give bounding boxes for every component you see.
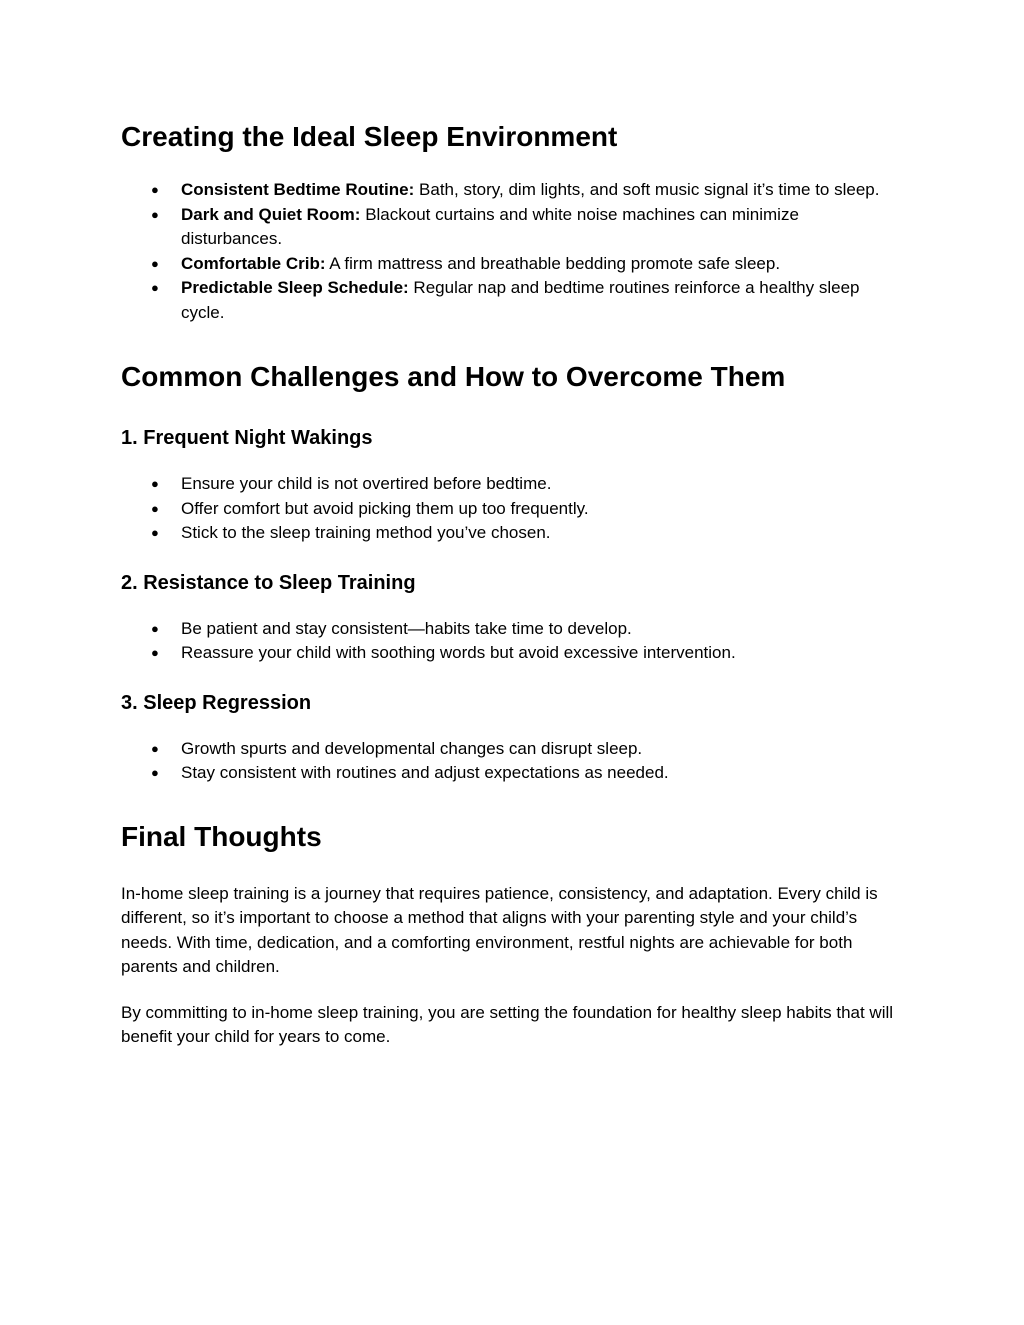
list-item xyxy=(121,521,904,546)
bullet-icon: ● xyxy=(151,740,159,756)
bullet-icon: ● xyxy=(151,476,159,491)
list-item xyxy=(121,761,904,786)
paragraph: In-home sleep training is a journey that requires patience, consistency, and adaptation. Every child is different, so it’s important to choose a method that aligns with your parenting style and your child’s needs. With time, dedication, and a comforting environment, restful nights are achievable for both parents and children. xyxy=(121,883,878,976)
item-text: Growth spurts and developmental changes can disrupt sleep. xyxy=(181,738,643,758)
list-item xyxy=(121,737,904,762)
heading-common-challenges: Common Challenges and How to Overcome Them xyxy=(121,361,786,392)
list-item xyxy=(121,617,904,642)
heading-sleep-environment: Creating the Ideal Sleep Environment xyxy=(121,121,618,152)
bullet-icon: ● xyxy=(151,525,159,540)
bullet-icon: ● xyxy=(151,765,159,780)
item-label: Dark and Quiet Room: xyxy=(181,204,361,224)
item-text: A firm mattress and breathable bedding promote safe sleep. xyxy=(325,253,781,273)
item-text: Regular nap and bedtime routines reinforce a healthy sleep cycle. xyxy=(181,278,860,322)
bullet-icon: ● xyxy=(151,645,159,660)
list-item xyxy=(121,472,904,497)
item-text: Be patient and stay consistent—habits take time to develop. xyxy=(181,618,632,638)
list-item xyxy=(121,497,904,522)
item-text: Ensure your child is not overtired before bedtime. xyxy=(181,474,552,493)
item-text: Offer comfort but avoid picking them up too frequently. xyxy=(181,498,589,518)
list-item xyxy=(121,178,904,203)
bullet-icon: ● xyxy=(151,206,159,222)
heading-final-thoughts: Final Thoughts xyxy=(121,820,322,852)
subheading-sleep-regression: 3. Sleep Regression xyxy=(121,691,312,714)
bullet-icon: ● xyxy=(151,255,159,271)
item-text: Reassure your child with soothing words but avoid excessive intervention. xyxy=(181,643,736,662)
subheading-night-wakings: 1. Frequent Night Wakings xyxy=(121,427,373,449)
item-text: Stick to the sleep training method you’ve chosen. xyxy=(181,523,551,542)
list-item xyxy=(121,203,904,252)
resistance-list xyxy=(121,617,904,666)
item-text: Blackout curtains and white noise machines can minimize disturbances. xyxy=(181,204,799,248)
bullet-icon: ● xyxy=(151,500,159,516)
item-text: Stay consistent with routines and adjust expectations as needed. xyxy=(181,763,669,782)
item-label: Comfortable Crib: xyxy=(181,253,326,273)
bullet-icon: ● xyxy=(151,182,159,197)
paragraph: By committing to in-home sleep training, you are setting the foundation for healthy sleep habits that will benefit your child for years to come. xyxy=(121,1002,894,1046)
subheading-resistance: 2. Resistance to Sleep Training xyxy=(121,571,416,594)
list-item xyxy=(121,252,904,277)
sleep-regression-list xyxy=(121,737,904,786)
item-label: Consistent Bedtime Routine: xyxy=(181,180,415,199)
bullet-icon: ● xyxy=(151,620,159,636)
night-wakings-list xyxy=(121,472,904,546)
sleep-environment-list xyxy=(121,178,904,325)
item-label: Predictable Sleep Schedule: xyxy=(181,278,409,297)
bullet-icon: ● xyxy=(151,280,159,295)
list-item xyxy=(121,276,904,325)
item-text: Bath, story, dim lights, and soft music signal it’s time to sleep. xyxy=(414,180,880,199)
list-item xyxy=(121,641,904,666)
